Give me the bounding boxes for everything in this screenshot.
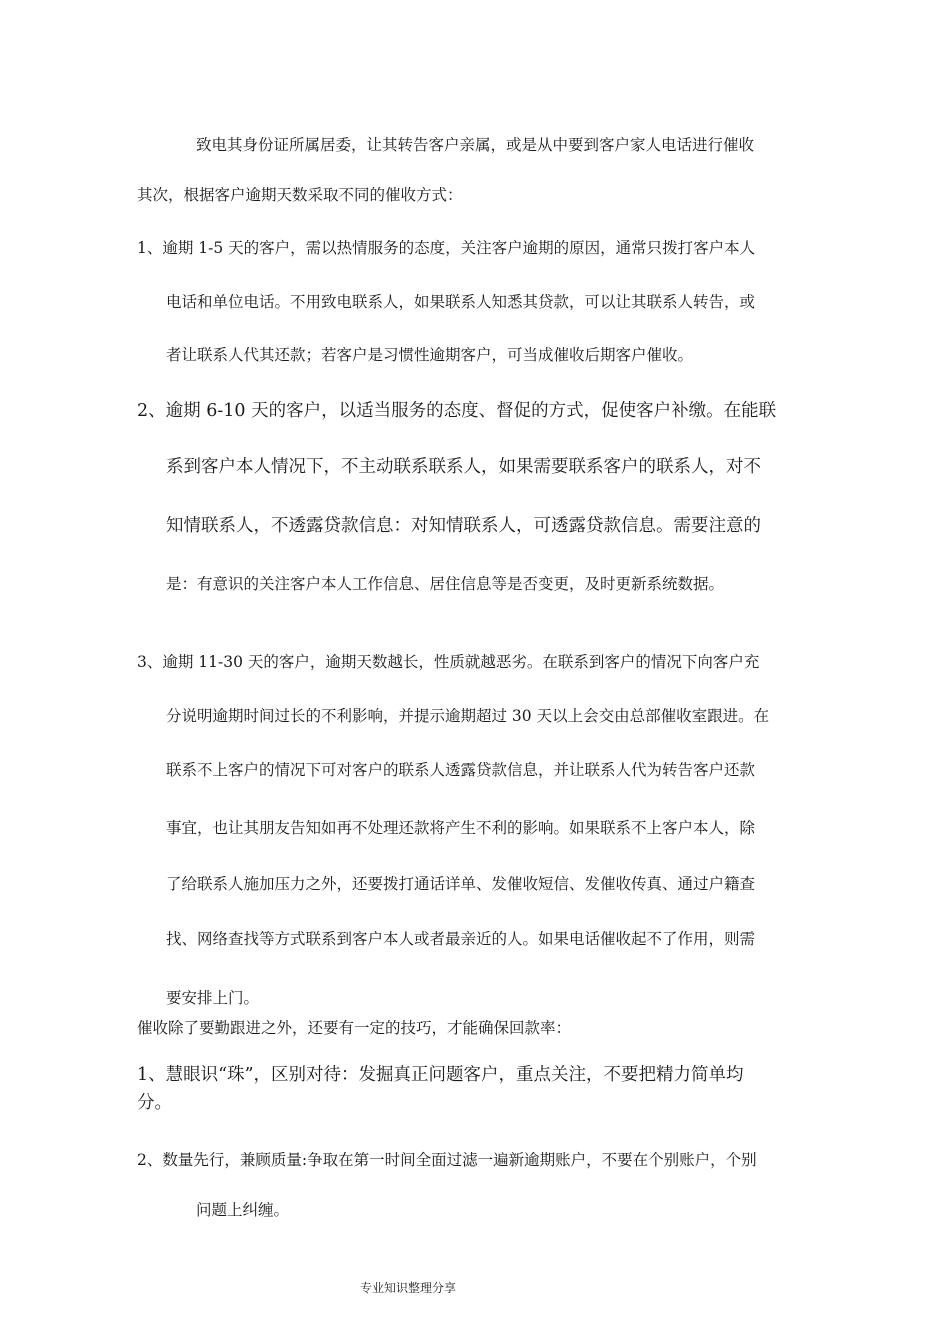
intro-line-2: 其次，根据客户逾期天数采取不同的催收方式： xyxy=(137,186,463,204)
page-footer: 专业知识整理分享 xyxy=(360,1281,457,1295)
tip-2-line-2: 问题上纠缠。 xyxy=(196,1201,290,1219)
item-1-line-3: 者让联系人代其还款；若客户是习惯性逾期客户，可当成催收后期客户催收。 xyxy=(166,346,694,364)
tips-intro: 催收除了要勤跟进之外，还要有一定的技巧，才能确保回款率： xyxy=(137,1019,572,1037)
item-3-line-5: 了给联系人施加压力之外，还要拨打通话详单、发催收短信、发催收传真、通过户籍查 xyxy=(166,875,756,893)
item-3-line-4: 事宜，也让其朋友告知如再不处理还款将产生不利的影响。如果联系不上客户本人，除 xyxy=(166,819,756,837)
item-2-line-4: 是：有意识的关注客户本人工作信息、居住信息等是否变更，及时更新系统数据。 xyxy=(166,575,725,593)
item-3-line-6: 找、网络查找等方式联系到客户本人或者最亲近的人。如果电话催收起不了作用，则需 xyxy=(166,930,756,948)
item-3-line-7: 要安排上门。 xyxy=(166,989,260,1007)
item-2-line-3: 知情联系人，不透露贷款信息：对知情联系人，可透露贷款信息。需要注意的 xyxy=(166,516,761,536)
item-2-line-1: 2、逾期 6-10 天的客户，以适当服务的态度、督促的方式，促使客户补缴。在能联 xyxy=(137,401,777,421)
item-3-line-2: 分说明逾期时间过长的不利影响，并提示逾期超过 30 天以上会交由总部催收室跟进。在 xyxy=(166,707,770,725)
item-3-line-3: 联系不上客户的情况下可对客户的联系人透露贷款信息，并让联系人代为转告客户还款 xyxy=(166,761,756,779)
intro-line-1: 致电其身份证所属居委，让其转告客户亲属，或是从中要到客户家人电话进行催收 xyxy=(196,136,755,154)
tip-2-line-1: 2、数量先行，兼顾质量:争取在第一时间全面过滤一遍新逾期账户，不要在个别账户，个别 xyxy=(137,1151,757,1169)
item-3-line-1: 3、逾期 11-30 天的客户，逾期天数越长，性质就越恶劣。在联系到客户的情况下向客户充 xyxy=(137,653,760,671)
tip-1-line-2: 分。 xyxy=(137,1093,172,1113)
item-1-line-1: 1、逾期 1-5 天的客户，需以热情服务的态度，关注客户逾期的原因，通常只拨打客户本人 xyxy=(137,239,756,257)
item-1-line-2: 电话和单位电话。不用致电联系人，如果联系人知悉其贷款，可以让其联系人转告，或 xyxy=(166,293,756,311)
tip-1-line-1: 1、慧眼识“珠”，区别对待：发掘真正问题客户，重点关注，不要把精力简单均 xyxy=(137,1065,744,1085)
item-2-line-2: 系到客户本人情况下，不主动联系联系人，如果需要联系客户的联系人，对不 xyxy=(166,457,761,477)
